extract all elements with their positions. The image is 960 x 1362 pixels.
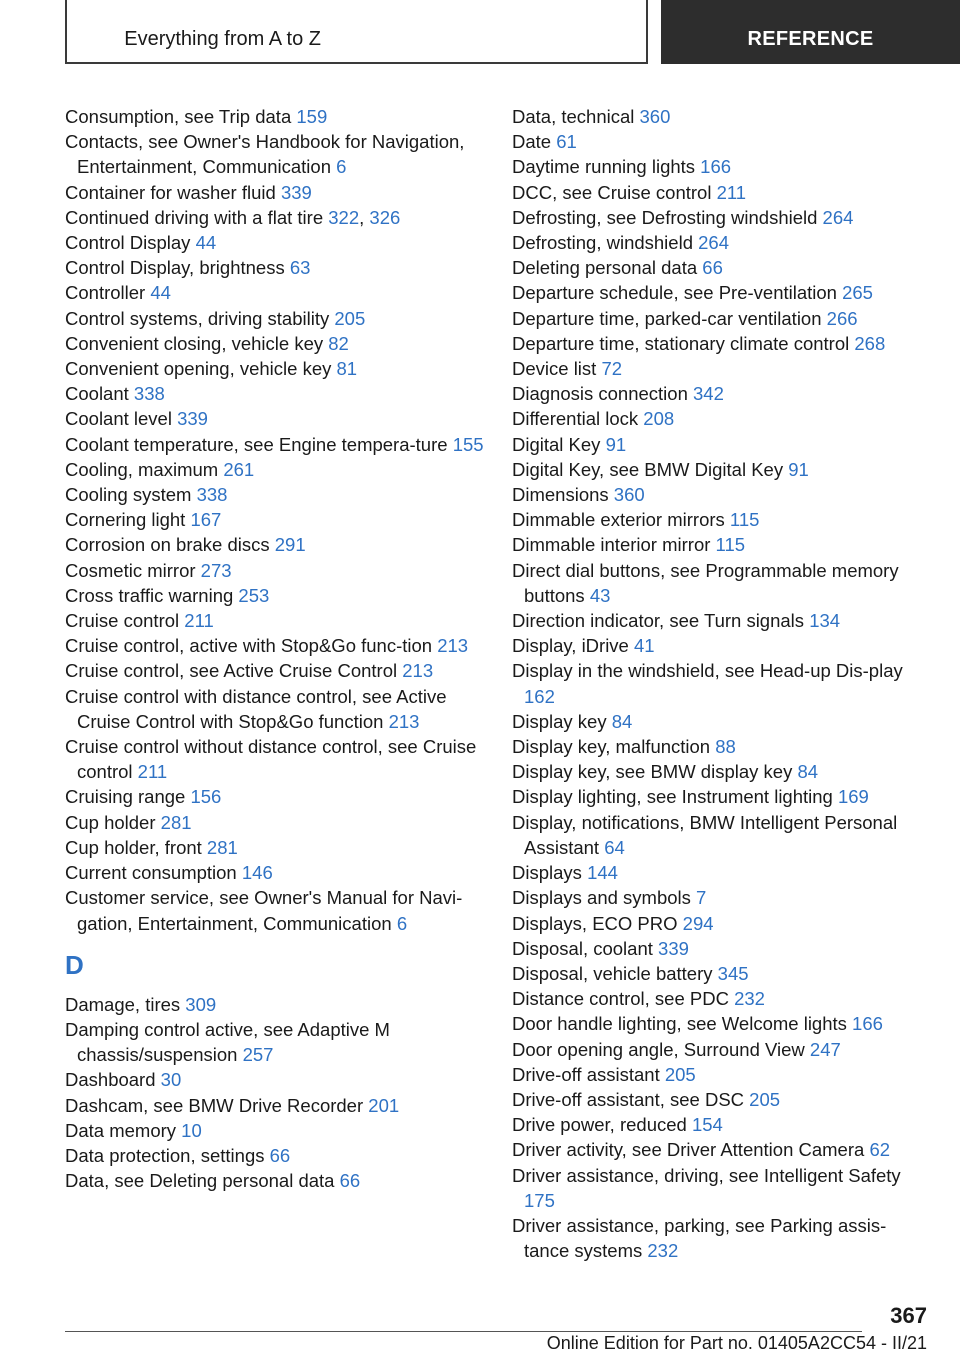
index-entry-text: Dimmable interior mirror [512,534,711,556]
index-entry-text: Cornering light [65,509,186,531]
index-entry-text: Drive power, reduced [512,1114,687,1136]
index-entry [65,835,485,860]
page-reference-link[interactable]: 6 [336,156,347,178]
index-entry-text: Departure time, stationary climate control [512,332,850,354]
index-entry [512,658,927,708]
index-entry-text: Direction indicator, see Turn signals [512,610,805,632]
index-entry-text: Differential lock [512,408,639,430]
index-entry [65,230,485,255]
page-reference-link[interactable]: 43 [589,584,611,606]
index-entry [65,885,485,935]
index-entry-text: Dashboard [65,1069,156,1091]
page-reference-link[interactable]: 213 [402,660,434,682]
page-reference-link[interactable]: 281 [206,836,238,858]
index-entry [65,507,485,532]
index-entry-text: Controller [65,282,146,304]
index-entry-text: DCC, see Cruise control [512,181,712,203]
index-entry [512,1087,927,1112]
index-entry [65,129,485,179]
page-reference-link[interactable]: 41 [634,635,655,657]
page-reference-link[interactable]: 261 [223,458,255,480]
page-reference-link[interactable]: 66 [702,257,723,279]
page-reference-link[interactable]: 91 [788,458,809,480]
index-entry-text: Cruising range [65,786,186,808]
index-entry [512,154,927,179]
index-entry-text: Current consumption [65,862,237,884]
index-entry [512,104,927,129]
index-entry [512,1037,927,1062]
page-reference-link[interactable]: 338 [196,484,228,506]
index-entry [65,1118,485,1143]
page-reference-link[interactable]: 213 [388,710,420,732]
index-entry [65,356,485,381]
index-entry [65,180,485,205]
index-entry [65,457,485,482]
page-reference-link[interactable]: 155 [452,433,484,455]
page-reference-link[interactable]: 264 [822,206,854,228]
page-reference-link[interactable]: 82 [328,332,349,354]
index-entry [512,709,927,734]
footer-divider [65,1331,862,1332]
index-entry [65,608,485,633]
index-entry [512,558,927,608]
index-entry [65,381,485,406]
index-entry: Continued driving with a flat tire 322, 326 [65,206,401,228]
page-reference-link[interactable]: 339 [280,181,312,203]
index-entry [65,306,485,331]
index-entry [65,1017,485,1067]
index-entry-text: Display, notifications, BMW Intelligent Personal Assistant [512,811,898,858]
page-reference-link[interactable]: 146 [241,862,273,884]
index-entry [65,406,485,431]
index-entry-text: Data protection, settings [65,1144,265,1166]
index-entry-text: Convenient opening, vehicle key [65,358,332,380]
page-reference-link[interactable]: 62 [869,1139,891,1161]
index-entry-text: Data memory [65,1119,177,1141]
page-reference-link[interactable]: 6 [396,912,408,934]
index-entry-text: Display key, malfunction [512,736,711,758]
index-entry [65,104,485,129]
index-entry [512,759,927,784]
page-reference-link[interactable]: 159 [296,106,328,127]
index-entry [512,255,927,280]
index-column-left [65,104,485,1193]
page-reference-link[interactable]: 291 [274,534,306,556]
page-reference-link[interactable]: 134 [809,610,841,632]
page-reference-link[interactable]: 309 [185,993,217,1015]
page-reference-link[interactable]: 88 [715,736,736,758]
index-entry [65,1067,485,1092]
index-entry-text: Display key, see BMW display key [512,761,793,783]
footer-edition: Online Edition for Part no. 01405A2CC54 - II/21 [546,1333,927,1353]
index-entry-text: Container for washer fluid [65,181,276,203]
index-entry [65,331,485,356]
index-entry [512,810,927,860]
index-entry-text: Defrosting, windshield [512,232,693,254]
index-entry-text: Deleting personal data [512,257,698,279]
page-reference-link[interactable]: 44 [150,282,171,304]
page-reference-link[interactable]: 44 [195,232,217,254]
index-entry [65,658,485,683]
index-entry [512,532,927,557]
index-entry-text: Digital Key, see BMW Digital Key [512,458,784,480]
reference-tab-label: REFERENCE [747,28,874,50]
index-entry [512,1011,927,1036]
index-entry-text: Contacts, see Owner's Handbook for Navigation, Entertainment, Communication [65,131,465,178]
index-entry-text: Coolant temperature, see Engine tempera-ture [65,433,448,455]
page-reference-link[interactable]: 213 [437,635,469,657]
page-reference-link[interactable]: 66 [269,1144,291,1166]
index-entry-text: Cruise control [65,610,180,632]
index-entry-text: Driver assistance, driving, see Intelligent Safety [512,1164,901,1186]
page-reference-link[interactable]: 281 [160,811,192,833]
index-entry [512,306,927,331]
index-entry-text: Displays [512,862,582,884]
index-entry [512,180,927,205]
index-entry-text: Displays and symbols [512,887,691,909]
page-reference-link[interactable]: 84 [797,761,819,783]
index-entry-text: Device list [512,358,597,380]
page-reference-link[interactable]: 342 [693,383,724,405]
index-entry [512,230,927,255]
index-entry-text: Door opening angle, Surround View [512,1038,805,1060]
index-entry [65,860,485,885]
index-entry-text: Control systems, driving stability [65,307,330,329]
index-entry-text: Driver assistance, parking, see Parking assis-tance systems [512,1214,887,1262]
index-entry [512,129,927,154]
page-reference-link[interactable]: 10 [181,1119,202,1141]
index-entry [65,482,485,507]
index-entry-text: Dimensions [512,484,609,506]
index-entry [65,558,485,583]
index-entry-text: Cruise control without distance control, see Cruise control [65,736,477,783]
page-reference-link[interactable]: 268 [854,332,886,354]
index-entry-text: Control Display [65,232,191,254]
page-reference-link[interactable]: 266 [826,307,858,329]
index-entry [65,784,485,809]
page-reference-link[interactable]: 205 [334,307,366,329]
page-reference-link[interactable]: 201 [368,1094,400,1116]
page-reference-link[interactable]: 175 [524,1189,555,1211]
index-entry [65,280,485,305]
index-entry-text: Cross traffic warning [65,584,234,606]
page-reference-link[interactable]: 167 [190,509,222,531]
page-reference-link[interactable]: 211 [184,610,214,632]
index-entry-text: Data, technical [512,106,635,127]
index-entry-text: Drive-off assistant [512,1063,660,1085]
index-entry [512,860,927,885]
page-reference-link[interactable]: 166 [852,1013,883,1035]
index-entry [65,255,485,280]
index-entry [65,532,485,557]
index-entry-text: Dashcam, see BMW Drive Recorder [65,1094,364,1116]
page-reference-link[interactable]: 84 [611,710,633,732]
page-reference-link[interactable]: 144 [587,862,618,884]
page-reference-link[interactable]: 208 [643,408,675,430]
page-reference-link[interactable]: 338 [133,383,165,405]
index-entry-text: Direct dial buttons, see Programmable memory buttons [512,559,899,606]
index-entry [512,507,927,532]
page-reference-link[interactable]: 205 [749,1088,781,1110]
page-reference-link[interactable]: 91 [605,433,627,455]
index-entry [512,406,927,431]
index-entry [65,810,485,835]
index-entry [512,1137,927,1162]
index-entry [512,911,927,936]
page-reference-link[interactable]: 81 [336,358,358,380]
index-entry-text: Coolant level [65,408,172,430]
page-reference-link[interactable]: 162 [524,685,555,707]
page-reference-link[interactable]: 154 [691,1114,723,1136]
page-reference-link[interactable]: 166 [700,156,732,178]
index-entry [512,1062,927,1087]
index-entry-text: Dimmable exterior mirrors [512,509,725,531]
page-reference-link[interactable]: 7 [696,887,707,909]
page-reference-link[interactable]: 61 [556,131,577,153]
index-entry-text: Cooling system [65,484,192,506]
page-reference-link[interactable]: 232 [734,988,765,1010]
index-entry-text: Cup holder [65,811,156,833]
page-reference-link[interactable]: 115 [715,534,746,556]
index-entry-text: Door handle lighting, see Welcome lights [512,1013,847,1035]
page-reference-link[interactable]: 30 [160,1069,182,1091]
reference-tab[interactable] [661,0,960,64]
page-reference-link[interactable]: 345 [717,962,749,984]
page-reference-link[interactable]: 63 [289,257,311,279]
index-entry [512,961,927,986]
index-entry-text: Control Display, brightness [65,257,285,279]
index-entry [512,457,927,482]
index-entry [65,1168,485,1193]
index-entry [512,205,927,230]
index-entry [65,992,485,1017]
index-entry-text: Display lighting, see Instrument lighting [512,786,833,808]
page-reference-link[interactable]: 339 [177,408,208,430]
index-entry [512,633,927,658]
index-entry-text: Digital Key [512,433,601,455]
section-title: Everything from A to Z [124,28,321,50]
index-entry [65,1143,485,1168]
header-box [65,0,648,64]
page-reference-link[interactable]: 205 [664,1063,696,1085]
index-entry [512,280,927,305]
page-reference-link[interactable]: 64 [604,836,625,858]
index-entry-text: Drive-off assistant, see DSC [512,1088,745,1110]
index-entry-text: Cruise control, active with Stop&Go func-tion [65,635,433,657]
index-entry [512,381,927,406]
page-reference-link[interactable]: 360 [613,484,645,506]
index-entry-text: Consumption, see Trip data [65,106,292,127]
index-entry [512,356,927,381]
index-entry [512,734,927,759]
page-number: 367 [890,1303,927,1328]
index-entry-text: Display in the windshield, see Head-up Dis-play [512,660,903,682]
index-entry [512,1163,927,1213]
index-entry-text: Departure time, parked-car ventilation [512,307,822,329]
index-entry-text: Defrosting, see Defrosting windshield [512,206,818,228]
index-entry-text: Daytime running lights [512,156,696,178]
page-reference-link[interactable]: 232 [647,1240,679,1262]
page-reference-link[interactable]: 211 [716,181,747,203]
index-entry [512,432,927,457]
index-entry [512,608,927,633]
index-entry [512,784,927,809]
page-reference-link[interactable]: 339 [658,937,689,959]
page-reference-link[interactable]: 115 [729,509,760,531]
page-reference-link[interactable]: 247 [809,1038,841,1060]
index-entry-text: Cup holder, front [65,836,202,858]
page-reference-link[interactable]: 72 [601,358,623,380]
index-entry-text: Date [512,131,552,153]
index-entry [512,1213,927,1263]
page-reference-link[interactable]: 156 [190,786,222,808]
index-letter-heading: D [65,949,84,980]
index-entry-text: Display key [512,710,607,732]
index-entry-text: Continued driving with a flat tire [65,206,324,228]
index-entry-text: Disposal, coolant [512,937,653,959]
page-reference-link[interactable]: 265 [842,282,873,304]
index-entry-text: Damage, tires [65,993,181,1015]
index-entry [65,684,485,734]
page-reference-link[interactable]: 169 [837,786,869,808]
page-reference-link[interactable]: 273 [200,559,232,581]
page-reference-link[interactable]: 211 [137,761,168,783]
index-entry [65,583,485,608]
index-entry-text: Coolant [65,383,129,405]
index-entry [512,1112,927,1137]
index-column-right [512,104,927,1263]
index-entry-text: Cooling, maximum [65,458,219,480]
index-entry-text: Displays, ECO PRO [512,912,678,934]
index-entry [512,885,927,910]
page-reference-link[interactable]: 257 [242,1044,274,1066]
index-entry [512,331,927,356]
index-entry [512,986,927,1011]
index-entry-text: Driver activity, see Driver Attention Camera [512,1139,865,1161]
index-entry-text: Corrosion on brake discs [65,534,270,556]
index-entry [65,734,485,784]
page-reference-link[interactable]: 66 [339,1170,361,1192]
page-reference-link[interactable]: 264 [698,232,729,254]
page-reference-link[interactable]: 294 [682,912,714,934]
index-entry [65,633,485,658]
index-entry-text: Damping control active, see Adaptive M chassis/suspension [65,1018,390,1066]
index-entry-text: Diagnosis connection [512,383,688,405]
index-entry [65,432,485,457]
index-entry-text: Data, see Deleting personal data [65,1170,335,1192]
index-entry-text: Cruise control, see Active Cruise Control [65,660,398,682]
index-entry-text: Disposal, vehicle battery [512,962,713,984]
index-entry-text: Convenient closing, vehicle key [65,332,324,354]
page-reference-link[interactable]: 360 [639,106,671,127]
page-reference-link[interactable]: 322 [328,206,360,228]
index-entry-text: Display, iDrive [512,635,629,657]
index-entry [512,936,927,961]
page-reference-link[interactable]: 253 [238,584,270,606]
index-entry-text: Departure schedule, see Pre-ventilation [512,282,837,304]
index-entry-text: Customer service, see Owner's Manual for Navi-gation, Entertainment, Communication [65,887,463,934]
index-entry-text: Cosmetic mirror [65,559,196,581]
index-entry-text: Cruise control with distance control, see Active Cruise Control with Stop&Go function [65,685,447,732]
index-entry [512,482,927,507]
page-reference-link[interactable]: 326 [369,206,401,228]
index-entry-text: Distance control, see PDC [512,988,729,1010]
index-entry [65,1093,485,1118]
